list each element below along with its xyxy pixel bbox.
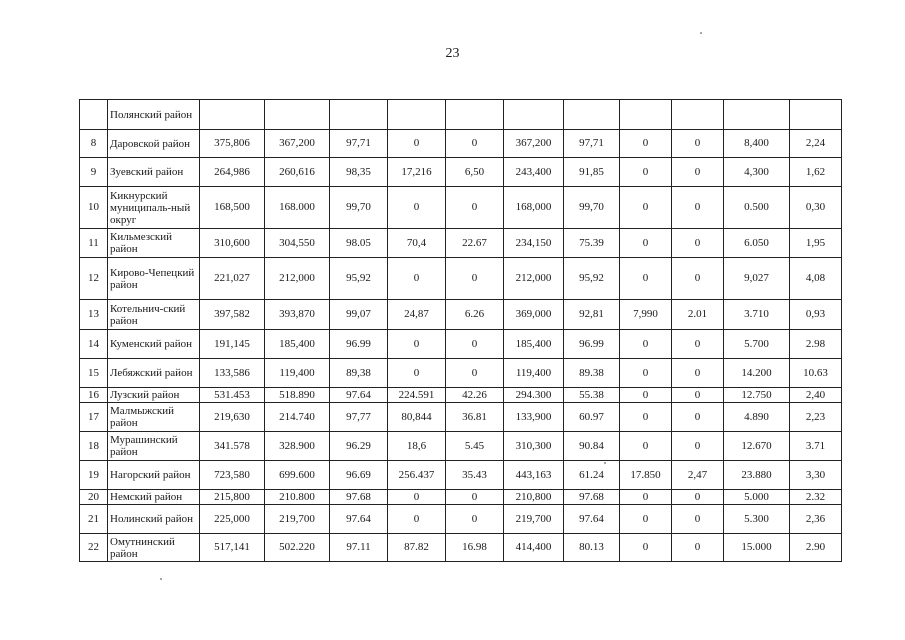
row-number-cell: 18	[80, 432, 108, 461]
value-cell: 367,200	[265, 130, 330, 158]
value-cell: 0	[388, 359, 446, 388]
district-name-cell: Даровской район	[108, 130, 200, 158]
value-cell: 443,163	[504, 461, 564, 490]
table-row	[80, 187, 842, 229]
table-row	[80, 100, 842, 130]
value-cell: 96.99	[564, 330, 620, 359]
row-number-cell: 20	[80, 490, 108, 505]
value-cell: 0	[620, 330, 672, 359]
value-cell: 24,87	[388, 300, 446, 330]
value-cell: 119,400	[504, 359, 564, 388]
value-cell: 0	[388, 490, 446, 505]
value-cell: 1,62	[790, 158, 842, 187]
value-cell	[388, 100, 446, 130]
value-cell: 95,92	[564, 258, 620, 300]
value-cell: 3.710	[724, 300, 790, 330]
value-cell: 99,07	[330, 300, 388, 330]
value-cell: 55.38	[564, 388, 620, 403]
value-cell: 18,6	[388, 432, 446, 461]
value-cell: 90.84	[564, 432, 620, 461]
district-name-cell: Кирово-Чепецкий район	[108, 258, 200, 300]
value-cell: 168,000	[504, 187, 564, 229]
value-cell	[504, 100, 564, 130]
value-cell: 0	[446, 359, 504, 388]
value-cell: 260,616	[265, 158, 330, 187]
district-name-cell: Нолинский район	[108, 505, 200, 534]
scan-speck	[160, 578, 162, 580]
value-cell: 2,36	[790, 505, 842, 534]
value-cell: 98,35	[330, 158, 388, 187]
row-number-cell: 11	[80, 229, 108, 258]
value-cell: 96.29	[330, 432, 388, 461]
value-cell: 0	[388, 130, 446, 158]
value-cell: 42.26	[446, 388, 504, 403]
value-cell: 168,500	[200, 187, 265, 229]
district-name-cell: Куменский район	[108, 330, 200, 359]
value-cell: 393,870	[265, 300, 330, 330]
value-cell: 723,580	[200, 461, 265, 490]
value-cell: 0	[672, 505, 724, 534]
value-cell: 0	[446, 130, 504, 158]
value-cell: 17.850	[620, 461, 672, 490]
row-number-cell: 9	[80, 158, 108, 187]
value-cell: 91,85	[564, 158, 620, 187]
value-cell: 518.890	[265, 388, 330, 403]
value-cell: 35.43	[446, 461, 504, 490]
value-cell: 0	[620, 359, 672, 388]
value-cell: 243,400	[504, 158, 564, 187]
value-cell: 1,95	[790, 229, 842, 258]
value-cell: 89,38	[330, 359, 388, 388]
value-cell: 225,000	[200, 505, 265, 534]
value-cell: 5.300	[724, 505, 790, 534]
value-cell: 185,400	[504, 330, 564, 359]
value-cell: 95,92	[330, 258, 388, 300]
value-cell: 36.81	[446, 403, 504, 432]
value-cell	[265, 100, 330, 130]
value-cell: 12.670	[724, 432, 790, 461]
value-cell: 0	[446, 505, 504, 534]
value-cell	[200, 100, 265, 130]
row-number-cell: 21	[80, 505, 108, 534]
value-cell: 8,400	[724, 130, 790, 158]
value-cell: 369,000	[504, 300, 564, 330]
value-cell: 224.591	[388, 388, 446, 403]
district-budget-table	[79, 99, 842, 562]
value-cell: 92,81	[564, 300, 620, 330]
value-cell: 215,800	[200, 490, 265, 505]
value-cell: 99,70	[330, 187, 388, 229]
value-cell: 97,71	[330, 130, 388, 158]
value-cell: 3,30	[790, 461, 842, 490]
value-cell: 191,145	[200, 330, 265, 359]
value-cell	[724, 100, 790, 130]
scan-speck	[700, 32, 702, 34]
value-cell: 0	[446, 258, 504, 300]
table-row	[80, 490, 842, 505]
table-row	[80, 534, 842, 562]
table-row	[80, 258, 842, 300]
value-cell: 2.98	[790, 330, 842, 359]
value-cell: 310,600	[200, 229, 265, 258]
value-cell: 168.000	[265, 187, 330, 229]
value-cell: 0	[672, 490, 724, 505]
value-cell: 5.000	[724, 490, 790, 505]
value-cell: 119,400	[265, 359, 330, 388]
value-cell: 0	[672, 359, 724, 388]
value-cell: 531.453	[200, 388, 265, 403]
table-row	[80, 403, 842, 432]
value-cell: 210,800	[504, 490, 564, 505]
value-cell: 0	[672, 330, 724, 359]
value-cell: 264,986	[200, 158, 265, 187]
value-cell: 70,4	[388, 229, 446, 258]
value-cell: 3.71	[790, 432, 842, 461]
value-cell: 16.98	[446, 534, 504, 562]
district-name-cell: Лузский район	[108, 388, 200, 403]
table-row	[80, 229, 842, 258]
table-row	[80, 505, 842, 534]
value-cell	[330, 100, 388, 130]
value-cell: 0	[672, 187, 724, 229]
district-name-cell: Кильмезский район	[108, 229, 200, 258]
value-cell: 2,23	[790, 403, 842, 432]
value-cell: 310,300	[504, 432, 564, 461]
value-cell: 133,900	[504, 403, 564, 432]
row-number-cell: 14	[80, 330, 108, 359]
value-cell: 97.64	[330, 388, 388, 403]
value-cell: 221,027	[200, 258, 265, 300]
row-number-cell: 8	[80, 130, 108, 158]
value-cell: 0	[446, 490, 504, 505]
value-cell: 6.050	[724, 229, 790, 258]
value-cell: 0	[672, 432, 724, 461]
value-cell	[620, 100, 672, 130]
table-row	[80, 461, 842, 490]
value-cell: 7,990	[620, 300, 672, 330]
value-cell: 2.90	[790, 534, 842, 562]
value-cell	[790, 100, 842, 130]
value-cell: 2.01	[672, 300, 724, 330]
table-body	[80, 100, 842, 562]
value-cell: 97,71	[564, 130, 620, 158]
value-cell: 0	[620, 158, 672, 187]
value-cell: 97.68	[330, 490, 388, 505]
row-number-cell	[80, 100, 108, 130]
value-cell: 219,700	[504, 505, 564, 534]
district-name-cell: Омутнинский район	[108, 534, 200, 562]
value-cell: 0	[446, 330, 504, 359]
value-cell: 212,000	[504, 258, 564, 300]
district-name-cell: Малмыжский район	[108, 403, 200, 432]
value-cell: 99,70	[564, 187, 620, 229]
value-cell: 294.300	[504, 388, 564, 403]
district-name-cell: Зуевский район	[108, 158, 200, 187]
value-cell: 80,844	[388, 403, 446, 432]
district-name-cell: Немский район	[108, 490, 200, 505]
value-cell: 0	[620, 229, 672, 258]
value-cell: 0	[620, 130, 672, 158]
district-name-cell: Лебяжский район	[108, 359, 200, 388]
value-cell: 0	[620, 258, 672, 300]
value-cell: 341.578	[200, 432, 265, 461]
value-cell: 97.68	[564, 490, 620, 505]
row-number-cell: 19	[80, 461, 108, 490]
value-cell: 0	[620, 388, 672, 403]
value-cell: 219,700	[265, 505, 330, 534]
district-name-cell: Котельнич-ский район	[108, 300, 200, 330]
value-cell: 15.000	[724, 534, 790, 562]
table-row	[80, 158, 842, 187]
value-cell: 0.500	[724, 187, 790, 229]
value-cell: 97,77	[330, 403, 388, 432]
value-cell: 2,47	[672, 461, 724, 490]
value-cell: 23.880	[724, 461, 790, 490]
value-cell: 397,582	[200, 300, 265, 330]
row-number-cell: 10	[80, 187, 108, 229]
value-cell	[672, 100, 724, 130]
value-cell: 0	[672, 158, 724, 187]
district-name-cell: Полянский район	[108, 100, 200, 130]
value-cell: 12.750	[724, 388, 790, 403]
row-number-cell: 12	[80, 258, 108, 300]
value-cell: 96.99	[330, 330, 388, 359]
value-cell: 0	[672, 534, 724, 562]
value-cell: 6,50	[446, 158, 504, 187]
value-cell: 0	[672, 258, 724, 300]
value-cell: 517,141	[200, 534, 265, 562]
table-row	[80, 130, 842, 158]
value-cell: 89.38	[564, 359, 620, 388]
value-cell: 212,000	[265, 258, 330, 300]
value-cell: 2.32	[790, 490, 842, 505]
value-cell: 75.39	[564, 229, 620, 258]
row-number-cell: 17	[80, 403, 108, 432]
value-cell: 97.11	[330, 534, 388, 562]
value-cell: 5.45	[446, 432, 504, 461]
value-cell: 0	[672, 388, 724, 403]
value-cell: 304,550	[265, 229, 330, 258]
value-cell: 0	[672, 403, 724, 432]
value-cell: 133,586	[200, 359, 265, 388]
value-cell: 6.26	[446, 300, 504, 330]
value-cell: 502.220	[265, 534, 330, 562]
value-cell: 97.64	[564, 505, 620, 534]
value-cell: 214.740	[265, 403, 330, 432]
table-row	[80, 300, 842, 330]
row-number-cell: 16	[80, 388, 108, 403]
value-cell: 185,400	[265, 330, 330, 359]
value-cell: 414,400	[504, 534, 564, 562]
row-number-cell: 22	[80, 534, 108, 562]
table-row	[80, 359, 842, 388]
value-cell: 0	[388, 187, 446, 229]
value-cell: 256.437	[388, 461, 446, 490]
value-cell: 96.69	[330, 461, 388, 490]
value-cell: 0,93	[790, 300, 842, 330]
value-cell: 375,806	[200, 130, 265, 158]
value-cell: 0	[620, 187, 672, 229]
value-cell: 5.700	[724, 330, 790, 359]
value-cell: 328.900	[265, 432, 330, 461]
table-row	[80, 330, 842, 359]
value-cell: 17,216	[388, 158, 446, 187]
value-cell: 210.800	[265, 490, 330, 505]
value-cell: 9,027	[724, 258, 790, 300]
value-cell	[564, 100, 620, 130]
value-cell: 0	[620, 403, 672, 432]
value-cell: 699.600	[265, 461, 330, 490]
value-cell: 0	[388, 330, 446, 359]
value-cell: 60.97	[564, 403, 620, 432]
value-cell	[446, 100, 504, 130]
value-cell: 10.63	[790, 359, 842, 388]
page-number: 23	[445, 46, 460, 61]
value-cell: 0,30	[790, 187, 842, 229]
value-cell: 0	[620, 505, 672, 534]
value-cell: 4,300	[724, 158, 790, 187]
value-cell: 234,150	[504, 229, 564, 258]
district-name-cell: Кикнурский муниципаль-ный округ	[108, 187, 200, 229]
table-row	[80, 388, 842, 403]
value-cell: 61.24	[564, 461, 620, 490]
district-name-cell: Нагорский район	[108, 461, 200, 490]
value-cell: 0	[672, 130, 724, 158]
value-cell: 4,08	[790, 258, 842, 300]
value-cell: 0	[388, 505, 446, 534]
value-cell: 22.67	[446, 229, 504, 258]
value-cell: 2,40	[790, 388, 842, 403]
value-cell: 0	[388, 258, 446, 300]
value-cell: 0	[446, 187, 504, 229]
scan-speck	[604, 462, 606, 464]
value-cell: 367,200	[504, 130, 564, 158]
value-cell: 0	[672, 229, 724, 258]
table-row	[80, 432, 842, 461]
row-number-cell: 15	[80, 359, 108, 388]
value-cell: 14.200	[724, 359, 790, 388]
value-cell: 97.64	[330, 505, 388, 534]
value-cell: 98.05	[330, 229, 388, 258]
value-cell: 0	[620, 534, 672, 562]
value-cell: 0	[620, 432, 672, 461]
value-cell: 0	[620, 490, 672, 505]
value-cell: 2,24	[790, 130, 842, 158]
district-name-cell: Мурашинский район	[108, 432, 200, 461]
value-cell: 219,630	[200, 403, 265, 432]
value-cell: 80.13	[564, 534, 620, 562]
row-number-cell: 13	[80, 300, 108, 330]
value-cell: 4.890	[724, 403, 790, 432]
value-cell: 87.82	[388, 534, 446, 562]
